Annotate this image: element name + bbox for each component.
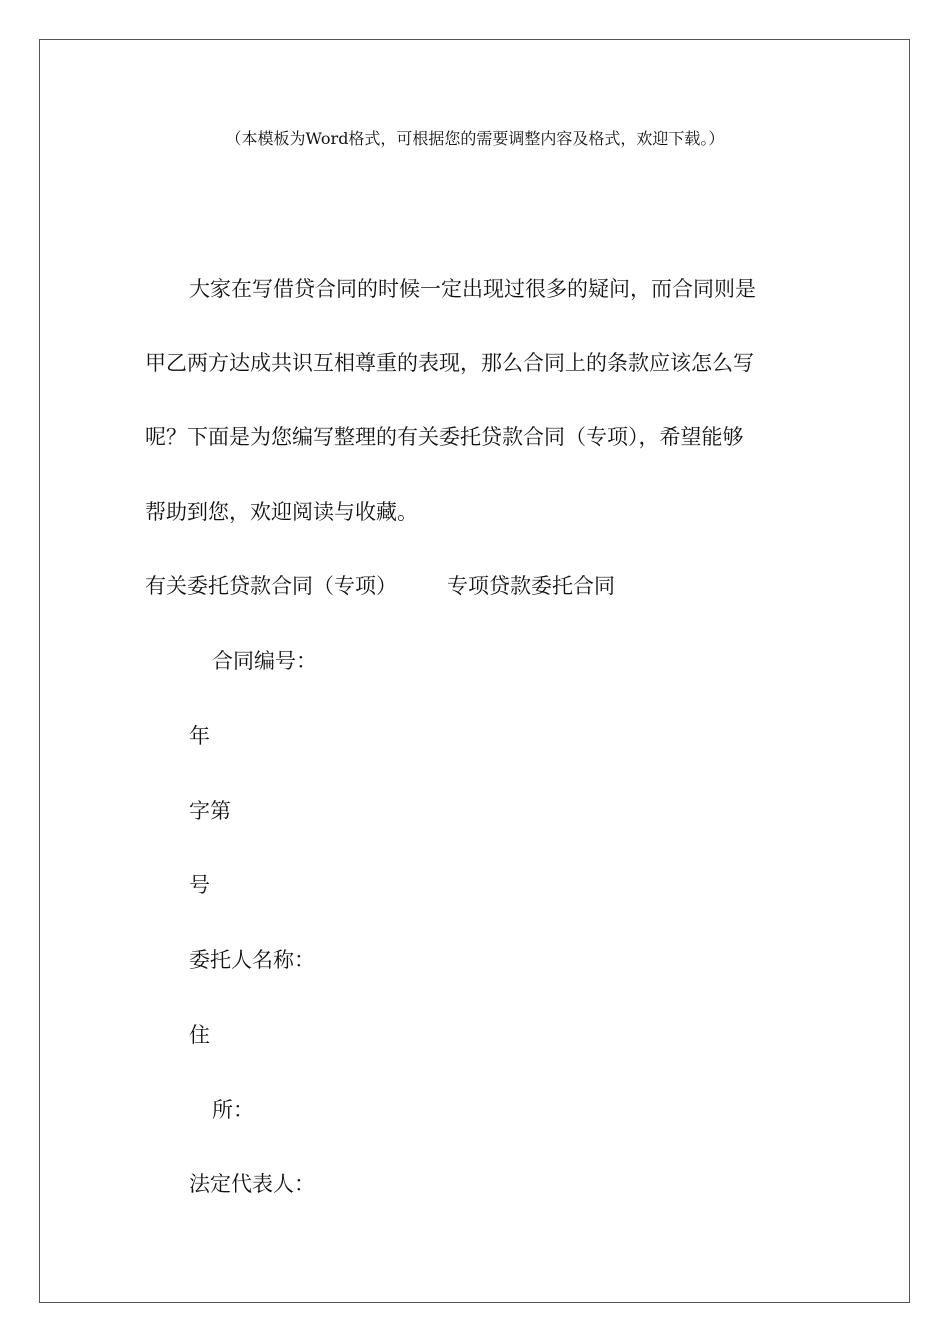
page-border bbox=[39, 39, 910, 1303]
intro-line-3: 呢？下面是为您编写整理的有关委托贷款合同（专项），希望能够 bbox=[145, 425, 744, 449]
legal-representative-label: 法定代表人： bbox=[189, 1172, 315, 1196]
address-zhu-label: 住 bbox=[189, 1023, 210, 1047]
hao-label: 号 bbox=[189, 873, 210, 897]
template-note: （本模板为Word格式，可根据您的需要调整内容及格式，欢迎下载。） bbox=[225, 129, 725, 148]
intro-line-1: 大家在写借贷合同的时候一定出现过很多的疑问，而合同则是 bbox=[189, 277, 756, 301]
zi-di-label: 字第 bbox=[189, 799, 231, 823]
contract-number-label: 合同编号： bbox=[212, 649, 317, 673]
intro-line-2: 甲乙两方达成共识互相尊重的表现，那么合同上的条款应该怎么写 bbox=[145, 351, 754, 375]
year-label: 年 bbox=[189, 724, 210, 748]
client-name-label: 委托人名称： bbox=[189, 948, 315, 972]
title-sub: 专项贷款委托合同 bbox=[447, 574, 615, 598]
title-main: 有关委托贷款合同（专项） bbox=[145, 574, 397, 598]
address-suo-label: 所： bbox=[212, 1098, 254, 1122]
intro-line-4: 帮助到您，欢迎阅读与收藏。 bbox=[145, 500, 418, 524]
document-title bbox=[145, 572, 615, 600]
